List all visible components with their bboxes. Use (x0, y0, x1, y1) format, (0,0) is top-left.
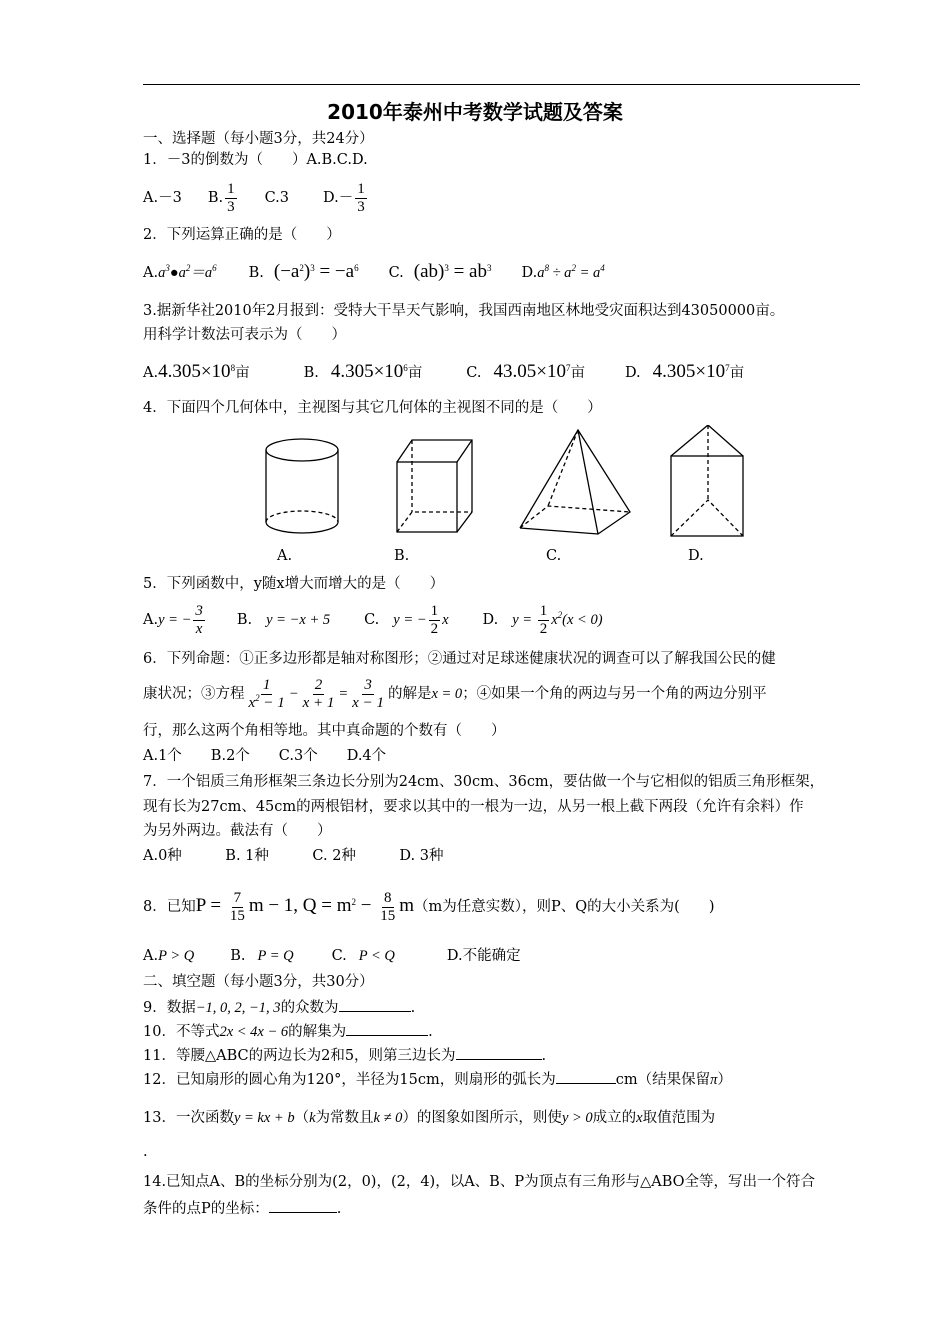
q6-options: A.1个 B.2个 C.3个 D.4个 (143, 748, 387, 764)
q13-line2: . (143, 1144, 148, 1160)
answer-blank[interactable] (339, 997, 411, 1012)
prism-figure (671, 425, 743, 536)
page-title: 2010年泰州中考数学试题及答案 (327, 100, 623, 124)
q4-label-b: B. (394, 548, 410, 564)
q8-options: A.P > Q B. P = Q C. P < Q D.不能确定 (143, 948, 521, 964)
q3-options: $A.4.305\times 10^8$亩 B. $4.305\times 10^6$亩 C. $43.05\times 10^7$亩 D. $4.305\times 10^7$亩 (143, 361, 745, 382)
q5-options: A.y = − $\frac{3}{x}$ B. y = −x + 5 C. y = − $\frac{1}{2}$ x D. y = $\frac{1}{2}$ $x^2(x < 0)$ (143, 602, 603, 637)
q12: 12．已知扇形的圆心角为120°，半径为15cm，则扇形的弧长为 cm（结果保留π） (143, 1069, 732, 1090)
section-2-heading: 二、填空题（每小题3分，共30分） (143, 974, 374, 990)
answer-blank[interactable] (346, 1021, 428, 1036)
q10: 10．不等式2x < 4x − 6的解集为 . (143, 1021, 433, 1042)
q4-stem: 4．下面四个几何体中，主视图与其它几何体的主视图不同的是（ ） (143, 400, 602, 416)
q14-line1: 14.已知点A、B的坐标分别为(2，0)，(2，4)，以A、B、P为顶点有三角形与△ABO全等，写出一个符合 (143, 1174, 816, 1190)
q2-options: $A.a^3●a^2=a^6$ B. $(-a^2)^3 = -a^6$ C. $(ab)^3 = ab^3$ $D.a^8 \div a^2 = a^4$ (143, 261, 605, 282)
q1-stem: 1．－3的倒数为（ ）A.B.C.D. (143, 152, 368, 168)
answer-blank[interactable] (556, 1069, 616, 1084)
q11: 11．等腰△ABC的两边长为2和5，则第三边长为 . (143, 1045, 546, 1066)
q8-stem: 8．已知P = $\frac{7}{15}$ m − 1, $Q = m^2$ − $\frac{8}{15}$ m（m为任意实数），则P、Q的大小关系为( ) (143, 889, 715, 924)
q7-line1: 7．一个铝质三角形框架三条边长分别为24cm、30cm、36cm，要估做一个与它相似的铝质三角形框架， (143, 774, 825, 790)
q2-stem: 2．下列运算正确的是（ ） (143, 227, 341, 243)
q7-options: A.0种 B. 1种 C. 2种 D. 3种 (143, 848, 444, 864)
q4-figures (0, 425, 950, 545)
q1-options: A.－3 B. $\frac{1}{3}$ C.3 D.－ $\frac{1}{3}$ (143, 180, 365, 215)
q6-line3: 行，那么这两个角相等地。其中真命题的个数有（ ） (143, 723, 506, 739)
section-1-heading: 一、选择题（每小题3分，共24分） (143, 131, 374, 147)
answer-blank[interactable] (269, 1198, 337, 1213)
q3-line2: 用科学计数法可表示为（ ） (143, 327, 346, 343)
q4-label-a: A. (277, 548, 293, 564)
q5-stem: 5．下列函数中，y随x增大而增大的是（ ） (143, 576, 445, 592)
answer-blank[interactable] (456, 1045, 542, 1060)
q9: 9．数据−1, 0, 2, −1, 3的众数为 . (143, 997, 415, 1018)
q3-line1: 3.据新华社2010年2月报到：受特大干旱天气影响，我国西南地区林地受灾面积达到43050000亩。 (143, 303, 785, 319)
cube-figure (397, 440, 472, 532)
q6-line1: 6．下列命题：①正多边形都是轴对称图形；②通过对足球迷健康状况的调查可以了解我国公民的健 (143, 651, 776, 667)
q7-line3: 为另外两边。截法有（ ） (143, 823, 332, 839)
q14-line2: 条件的点P的坐标： . (143, 1198, 341, 1219)
q13-line1: 13．一次函数y = kx + b（k为常数且k ≠ 0）的图象如图所示，则使y > 0成立的x取值范围为 (143, 1110, 716, 1126)
q4-label-d: D. (688, 548, 704, 564)
q6-line2: 康状况；③方程 $\frac{1}{x^2 - 1}$ − $\frac{2}{x + 1}$ = $\frac{3}{x - 1}$ 的解是x = 0；④如果一个角的两边与另一个角的两边分别平 (143, 676, 767, 711)
q7-line2: 现有长为27cm、45cm的两根铝材，要求以其中的一根为一边，从另一根上截下两段（允许有余料）作 (143, 799, 804, 815)
pyramid-figure (520, 430, 630, 534)
cylinder-figure (266, 439, 338, 533)
q4-label-c: C. (546, 548, 562, 564)
top-rule (143, 84, 860, 85)
